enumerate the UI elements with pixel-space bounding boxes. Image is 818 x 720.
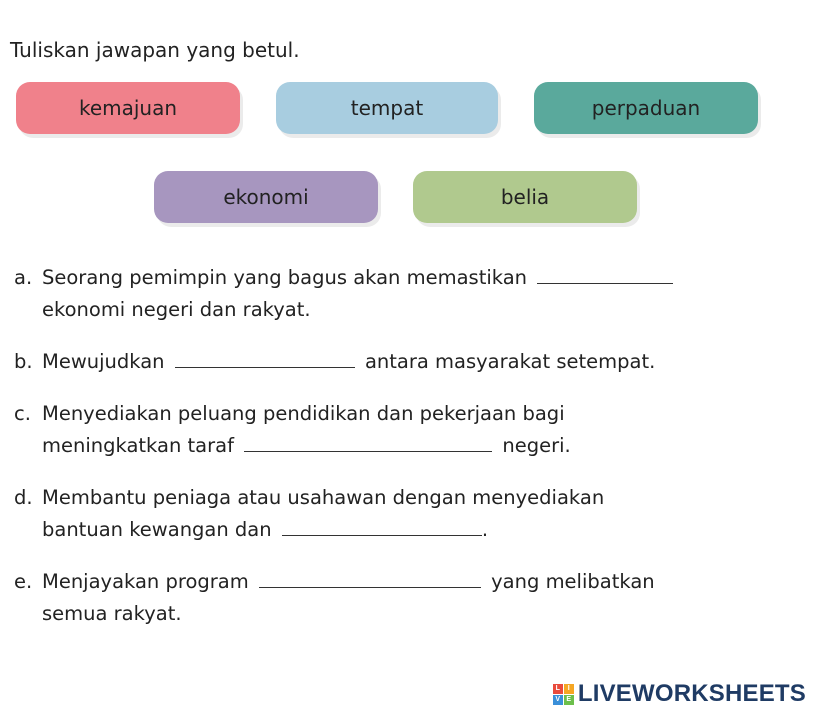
question-text: Mewujudkan [42, 350, 165, 373]
question-e [14, 566, 655, 630]
question-text-continued: antara masyarakat setempat. [364, 350, 656, 373]
question-text: Menjayakan program [42, 570, 249, 593]
logo-letter: L [553, 684, 563, 694]
answer-blank-c[interactable] [244, 431, 492, 452]
question-letter: a. [14, 266, 33, 289]
question-letter: c. [14, 402, 31, 425]
logo-letter: I [564, 684, 574, 694]
logo-letter: V [553, 695, 563, 705]
question-a [14, 262, 677, 326]
word-chip-ekonomi[interactable]: ekonomi [154, 171, 378, 223]
question-text-continued: bantuan kewangan dan [42, 518, 272, 541]
word-chip-kemajuan[interactable]: kemajuan [16, 82, 240, 134]
question-letter: e. [14, 570, 33, 593]
question-text: Menyediakan peluang pendidikan dan pekerjaan bagi [42, 402, 565, 425]
question-letter: d. [14, 486, 33, 509]
liveworksheets-wordmark: LIVEWORKSHEETS [577, 680, 806, 707]
question-text-end: semua rakyat. [42, 602, 182, 625]
question-d [14, 482, 604, 546]
question-text: Membantu peniaga atau usahawan dengan menyediakan [42, 486, 605, 509]
instruction-text: Tuliskan jawapan yang betul. [10, 38, 300, 62]
question-text: Seorang pemimpin yang bagus akan memastikan [42, 266, 528, 289]
question-text-continued: meningkatkan taraf [42, 434, 234, 457]
question-letter: b. [14, 350, 33, 373]
word-chip-belia[interactable]: belia [413, 171, 637, 223]
question-text-end: . [481, 518, 489, 541]
word-chip-perpaduan[interactable]: perpaduan [534, 82, 758, 134]
word-chip-tempat[interactable]: tempat [276, 82, 498, 134]
answer-blank-b[interactable] [175, 347, 355, 368]
answer-blank-d[interactable] [282, 515, 482, 536]
question-text-continued: yang melibatkan [491, 570, 655, 593]
liveworksheets-logo [553, 680, 806, 708]
liveworksheets-logo-icon [553, 684, 574, 705]
question-text-end: negeri. [502, 434, 571, 457]
question-c [14, 398, 571, 462]
question-b [14, 346, 655, 378]
question-text-continued: ekonomi negeri dan rakyat. [42, 298, 311, 321]
answer-blank-e[interactable] [259, 567, 481, 588]
logo-letter: E [564, 695, 574, 705]
answer-blank-a[interactable] [537, 263, 673, 284]
